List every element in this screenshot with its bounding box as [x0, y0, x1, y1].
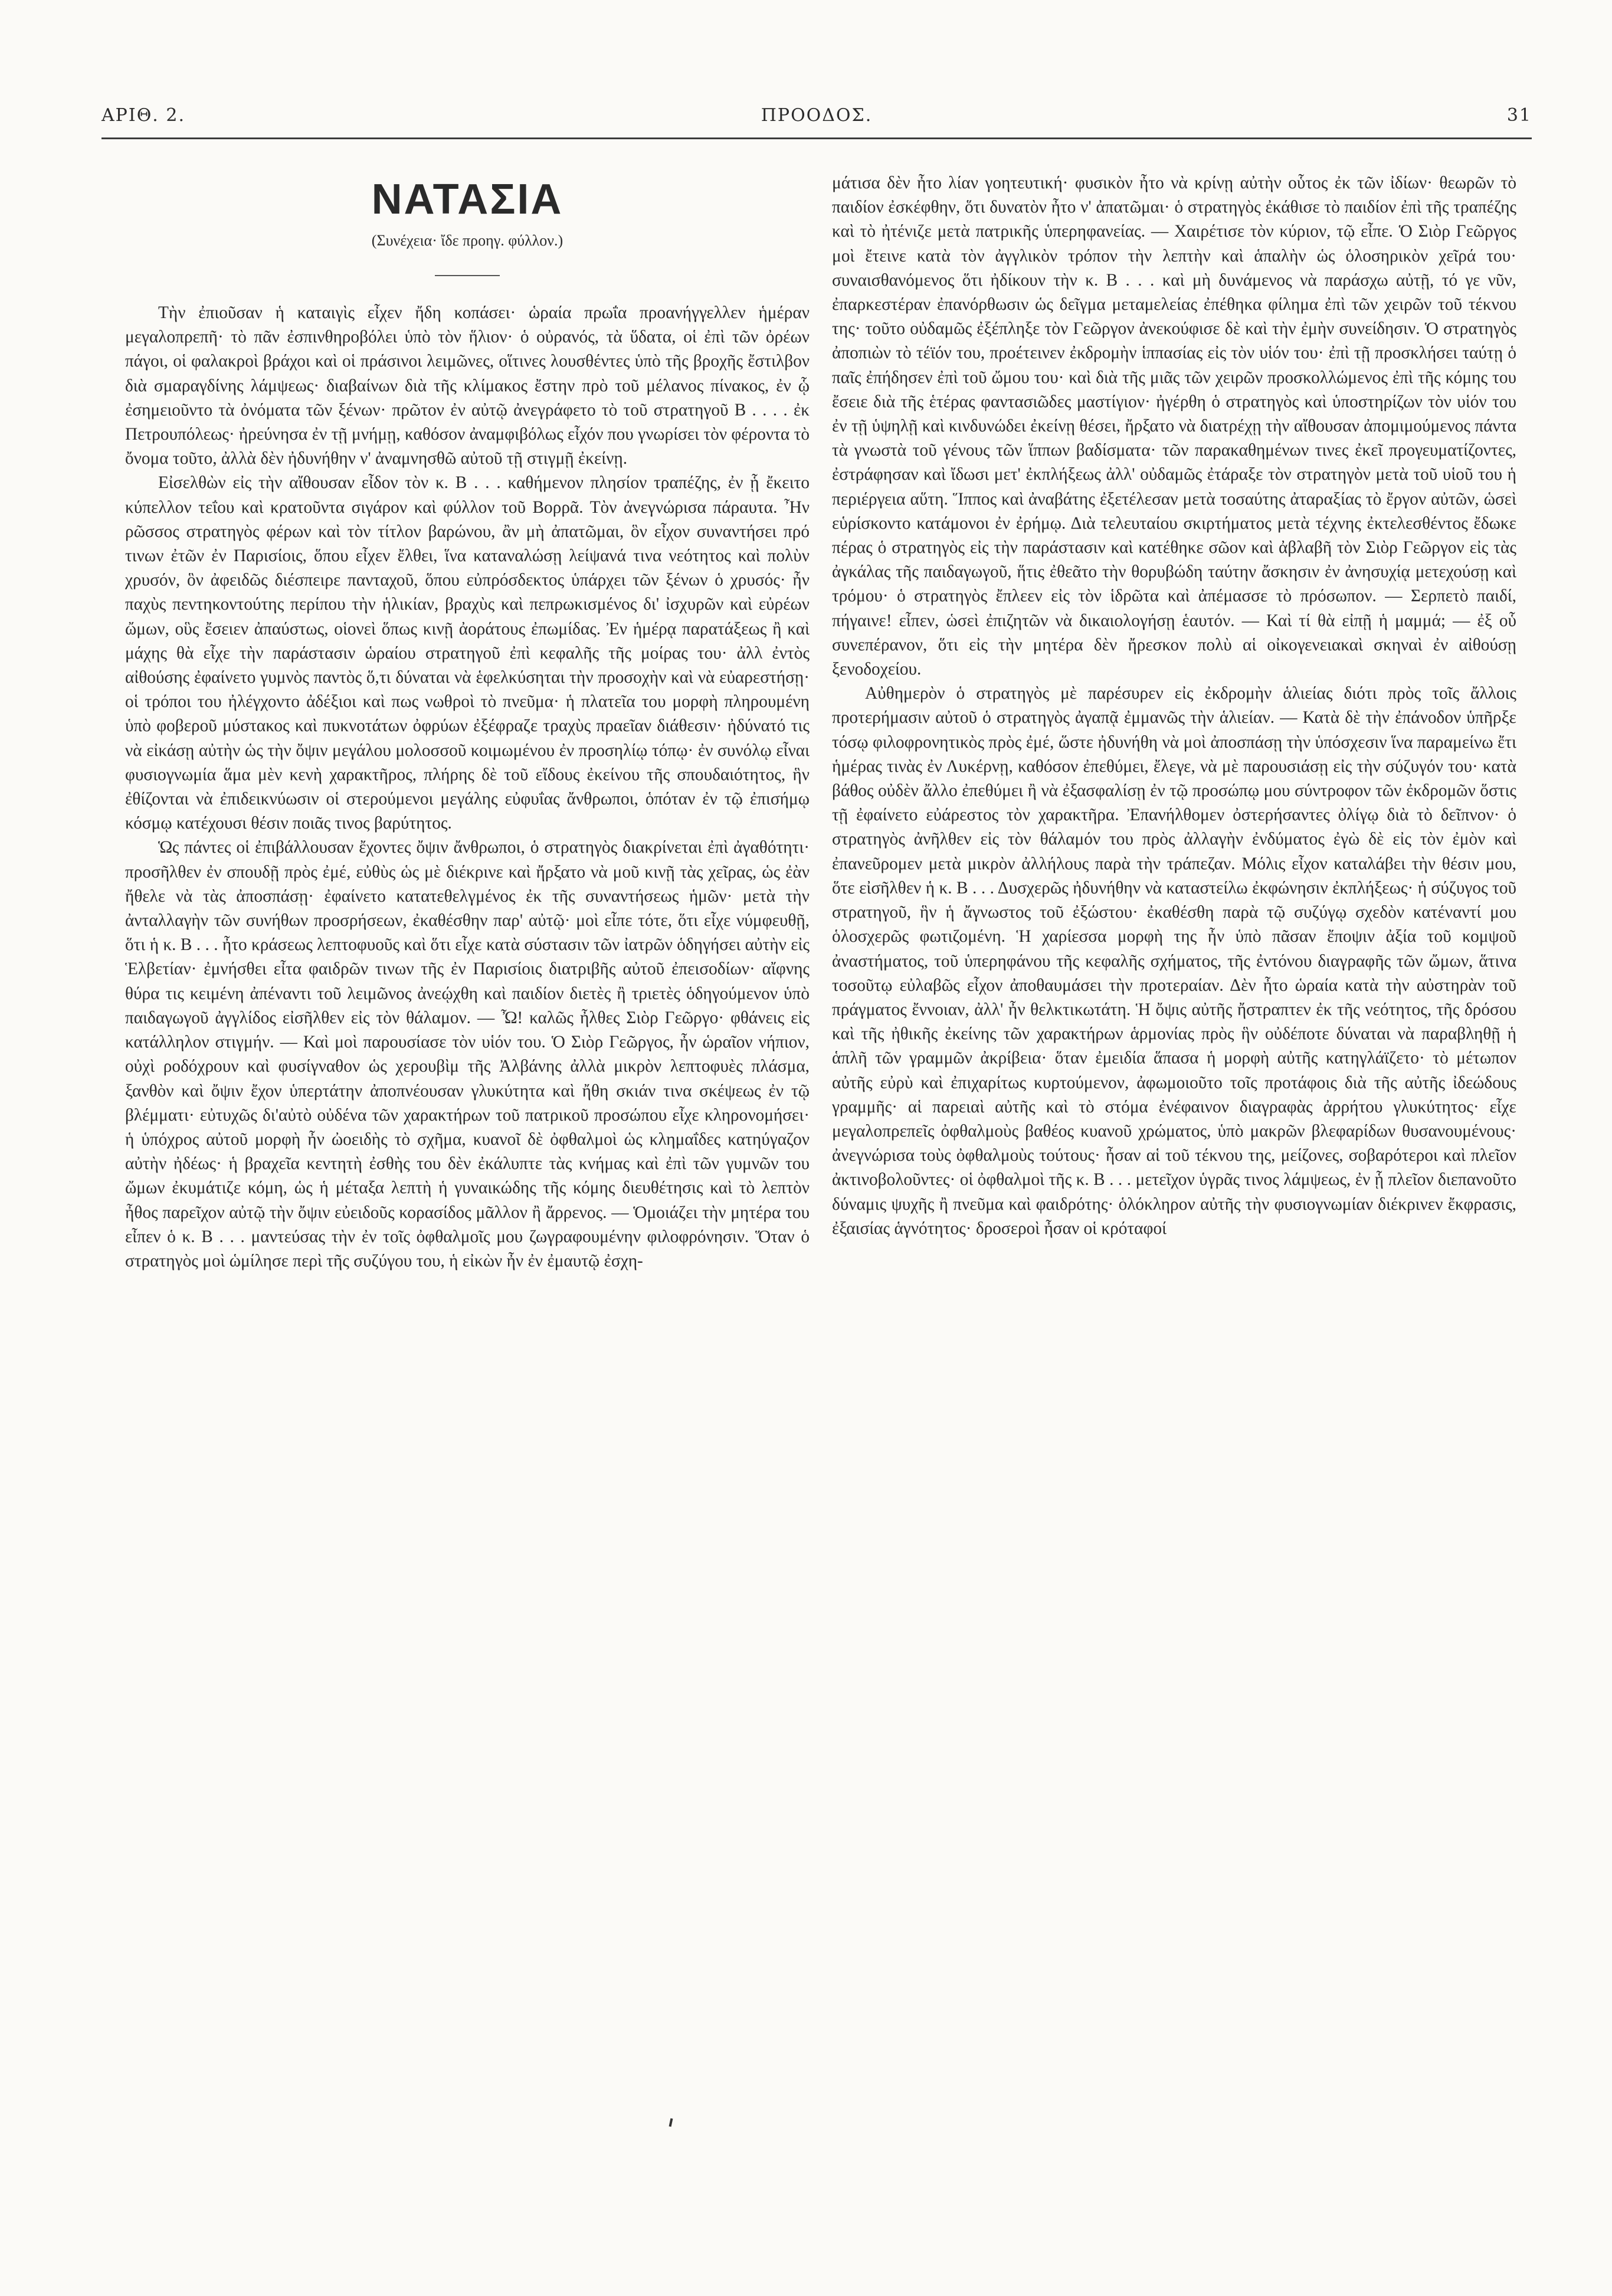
title-separator	[435, 275, 500, 276]
header-rule	[101, 137, 1532, 139]
paragraph: Ὡς πάντες οἱ ἐπιβάλλουσαν ἔχοντες ὄψιν ἄνθρωποι, ὁ στρατηγὸς διακρίνεται ἐπὶ ἀγαθότητι· προσῆλθεν ἐν σπουδῇ πρὸς ἐμέ, εὐθὺς ὡς μὲ διέκρινε καὶ ἤρξατο νὰ μοῦ κινῇ τὰς χεῖρας, ὡς ἐὰν ἤθελε νὰ τὰς ἀποσπάσῃ· ἐφαίνετο κατατεθελγμένος ἐκ τῆς συναντήσεως ἡμῶν· μετὰ τὴν ἀνταλλαγὴν τῶν συνήθων προσρήσεων, ἐκαθέσθην παρ' αὐτῷ· μοὶ εἶπε τότε, ὅτι εἶχε νύμφευθῇ, ὅτι ἡ κ. Β . . . ἦτο κράσεως λεπτοφυοῦς καὶ ὅτι εἶχε κατὰ σύστασιν τῶν ἰατρῶν ὁδηγήσει αὐτὴν εἰς Ἑλβετίαν· ἐμνήσθει εἶτα φαιδρῶν τινων τῆς ἐν Παρισίοις διατριβῆς αὐτοῦ ἐπεισοδίων· αἴφνης θύρα τις κειμένη ἀπέναντι τοῦ λειμῶνος ἀνεῴχθη καὶ παιδίον διετὲς ἢ τριετὲς ὁδηγούμενον ὑπὸ παιδαγωγοῦ ἀγγλίδος εἰσῆλθεν εἰς τὸν θάλαμον. — Ὦ! καλῶς ἦλθες Σιὸρ Γεῶργο· φθάνεις εἰς κατάλληλον στιγμήν. — Καὶ μοὶ παρουσίασε τὸν υἱόν του. Ὁ Σιὸρ Γεῶργος, ἦν ὡραῖον νήπιον, οὐχὶ ροδόχρουν καὶ φυσίγναθον ὡς χερουβὶμ τῆς Ἀλβάνης ἀλλὰ μικρὸν λεπτοφυὲς πλάσμα, ξανθὸν καὶ ὄψιν ἔχον ὑπερτάτην ἀποπνέουσαν γλυκύτητα καὶ ἤθη σκιάν τινα σκέψεως ἐν τῷ βλέμματι· εὐτυχῶς δι'αὐτὸ οὐδένα τῶν χαρακτήρων τοῦ πατρικοῦ προσώπου εἶχε κληρονομήσει· ἡ ὑπόχρος αὐτοῦ μορφὴ ἦν ὠοειδὴς τὸ σχῆμα, κυανοῖ δὲ ὀφθαλμοὶ ὡς κλημαΐδες κατηύγαζον αὐτὴν ἠδέως· ἡ βραχεῖα κεντητὴ ἐσθὴς του δὲν ἐκάλυπτε τὰς κνήμας καὶ ἐπὶ τῶν γυμνῶν του ὤμων ἐκυμάτιζε κόμη, ὡς ἡ μέταξα λεπτὴ ἡ γυναικώδης τῆς κόμης διευθέτησις καὶ τὸ λεπτὸν ἦθος παρεῖχον αὐτῷ τὴν ὄψιν εὐειδοῦς κορασίδος μᾶλλον ἢ ἄρρενος. — Ὁμοιάζει τὴν μητέρα του εἶπεν ὁ κ. Β . . . μαντεύσας τὴν ἐν τοῖς ὀφθαλμοῖς μου ζωγραφουμένην φιλοφρόνησιν. Ὅταν ὁ στρατηγὸς μοὶ ὡμίλησε περὶ τῆς συζύγου του, ἡ εἰκὼν ἦν ἐν ἐμαυτῷ ἐσχη-	[125, 838, 810, 1270]
right-column	[832, 171, 1516, 2219]
article-subtitle: (Συνέχεια· ἴδε προηγ. φύλλον.)	[371, 232, 563, 249]
issue-number: ΑΡΙΘ. 2.	[101, 105, 185, 126]
paragraph: Αὐθημερὸν ὁ στρατηγὸς μὲ παρέσυρεν εἰς ἐκδρομὴν ἁλιείας διότι πρὸς τοῖς ἄλλοις προτερήμασιν αὐτοῦ ὁ στρατηγὸς ἀγαπᾷ ἐμμανῶς τὴν ἁλιείαν. — Κατὰ δὲ τὴν ἐπάνοδον ὑπῆρξε τόσῳ φιλοφρονητικὸς πρὸς ἐμέ, ὥστε ἠδυνήθη νὰ μοὶ ἀποσπάσῃ τὴν ὑπόσχεσιν ἵνα παραμείνω ἔτι ἡμέρας τινὰς ἐν Λυκέρνῃ, καθόσον ἐπεθύμει, ἔλεγε, νὰ μὲ παρουσιάσῃ εἰς τὴν σύζυγόν του· κατὰ βάθος οὐδὲν ἄλλο ἐπεθύμει ἢ νὰ ἐξασφαλίσῃ ἐν τῷ προσώπῳ μου σύντροφον τῶν ἐκδρομῶν ὅστις τῇ ἐφαίνετο εὐάρεστος τὸν χαρακτῆρα. Ἐπανήλθομεν ὀστερήσαντες ὀλίγῳ διὰ τὸ δεῖπνον· ὁ στρατηγὸς ἀνῆλθεν εἰς τὸν θάλαμόν του πρὸς ἀλλαγὴν ἐνδύματος ἐγὼ δὲ εἰς τὸν ἐμὸν καὶ ἐπανεῦρομεν μετὰ μικρὸν ἀλλήλους παρὰ τὴν τράπεζαν. Μόλις εἶχον καταλάβει τὴν θέσιν μου, ὅτε εἰσῆλθεν ἡ κ. Β . . . Δυσχερῶς ἠδυνήθην νὰ καταστείλω ἐκφώνησιν ἐκπλήξεως· ἡ σύζυγος τοῦ στρατηγοῦ, ἣν ἡ ἄγνωστος τοῦ ἐξώστου· ἐκαθέσθη παρὰ τῷ συζύγῳ σχεδὸν κατέναντί μου ὁλοσχερῶς φωτιζομένη. Ἡ χαρίεσσα μορφὴ της ἦν ὑπὸ πᾶσαν ἔποψιν ἀξία τοῦ κομψοῦ ἀναστήματος, τοῦ ὑπερηφάνου τῆς κεφαλῆς σχήματος, τῆς ἐντόνου διαγραφῆς τῶν ὤμων, ἅτινα τοσοῦτῳ εὐλαβῶς εἶχον ἀποθαυμάσει τὴν προτεραίαν. Δὲν ἦτο ὡραία κατὰ τὴν αὐστηρὰν τοῦ πράγματος ἔννοιαν, ἀλλ' ἦν θελκτικωτάτη. Ἡ ὄψις αὐτῆς ἤστραπτεν ἐκ τῆς νεότητος, τῆς δρόσου καὶ τῆς ἠθικῆς ἐκείνης τῶν χαρακτήρων ἁρμονίας πρὸς ἣν οὐδέποτε δύναται νὰ παραβληθῇ ἡ ἁπλῆ τῶν γραμμῶν ἀκρίβεια· ὅταν ἐμειδία ἅπασα ἡ μορφὴ αὐτῆς κατηγλάϊζετο· τὸ μέτωπον αὐτῆς εὐρὺ καὶ ἐπιχαρίτως κυρτούμενον, ἀφωμοιοῦτο τοῖς προτάφοις διὰ τῆς αὐτῆς ἰδεώδους γραμμῆς· αἱ παρειαὶ αὐτῆς καὶ τὸ στόμα ἐνέφαινον διαγραφὰς ἀρρήτου γλυκύτητος· εἶχε μεγαλοπρεπεῖς ὀφθαλμοὺς βαθέος κυανοῦ χρώματος, ὑπὸ μακρῶν βλεφαρίδων θυσανουμένους· ἀνεγνώρισα τοὺς ὀφθαλμοὺς τούτους· ἦσαν αἱ τοῦ τέκνου της, μείζονες, σοβαρότεροι καὶ πλεῖον ἀκτινοβολοῦντες· οἱ ὀφθαλμοὶ τῆς κ. Β . . . μετεῖχον ὑγρᾶς τινος λάμψεως, ἐν ᾗ πλεῖον διεπανοῦτο δύναμις ψυχῆς ἢ πνεῦμα καὶ φαιδρότης· ὁλόκληρον αὐτῆς τὴν φυσιογνωμίαν διέκρινεν ἔκφρασις, ἐξαισίας ἁγνότητος· δροσεροὶ ἦσαν οἱ κρόταφοί	[832, 684, 1516, 1238]
journal-title: ΠΡΟΟΔΟΣ.	[761, 105, 873, 126]
article-title: ΝΑΤΑΣΙΑ	[371, 176, 563, 223]
page-header	[101, 105, 1532, 140]
paragraph: Τὴν ἐπιοῦσαν ἡ καταιγὶς εἶχεν ἤδη κοπάσει· ὡραία πρωΐα προανήγγελλεν ἡμέραν μεγαλοπρεπῆ· τὸ πᾶν ἐσπινθηροβόλει ὑπὸ τὸν ἥλιον· ὁ οὐρανός, τὰ ὕδατα, οἱ ἐπὶ τῶν ὀρέων πάγοι, οἱ φαλακροὶ βράχοι καὶ οἱ πράσινοι λειμῶνες, οἵτινες λουσθέντες ὑπὸ τῆς βροχῆς ἔστιλβον διὰ σμαραγδίνης λάμψεως· διαβαίνων διὰ τῆς κλίμακος ἔστην πρὸ τοῦ μέλανος πίνακος, ἐν ᾧ ἐσημειοῦντο τὰ ὀνόματα τῶν ξένων· πρῶτον ἐν αὐτῷ ἀνεγράφετο τὸ τοῦ στρατηγοῦ Β . . . . ἐκ Πετρουπόλεως· ἠρεύνησα ἐν τῇ μνήμῃ, καθόσον ἀναμφιβόλως εἶχόν που γνωρίσει τὸν φέροντα τὸ ὄνομα τοῦτο, ἀλλὰ δὲν ἠδυνήθην ν' ἀναμνησθῶ αὐτοῦ τῇ στιγμῇ ἐκείνῃ.	[125, 303, 810, 469]
page-number: 31	[1506, 105, 1532, 126]
paragraph-continued: μάτισα δὲν ἦτο λίαν γοητευτική· φυσικὸν ἦτο νὰ κρίνῃ αὐτὴν οὗτος ἐκ τῶν ἰδίων· θεωρῶν τὸ παιδίον ἐσκέφθην, ὅτι δυνατὸν ἦτο ν' ἀπατῶμαι· ὁ στρατηγὸς ἐκάθισε τὸ παιδίον ἐπὶ τῆς τραπέζης καὶ τὸ ἠτένιζε μετὰ πατρικῆς ὑπερηφανείας. — Χαιρέτισε τὸν κύριον, τῷ εἶπε. Ὁ Σιὸρ Γεῶργος μοὶ ἔτεινε κατὰ τὸν ἀγγλικὸν τρόπον τὴν λεπτὴν καὶ ἁπαλὴν ὡς ὁλοσηρικὸν χεῖρά του· συναισθανόμενος ὅτι ἠδίκουν τὴν κ. Β . . . καὶ μὴ δυνάμενος νὰ παράσχω αὐτῇ, τό γε νῦν, ἐπαρκεστέραν ἐπανόρθωσιν ὡς δεῖγμα μεταμελείας ἐπέθηκα φίλημα ἐπὶ τῶν χειρῶν τοῦ τέκνου της· τοῦτο οὐδαμῶς ἐξέπληξε τὸν Γεῶργον ἀνεκούφισε δὲ καὶ τὴν ἐμὴν συνείδησιν. Ὁ στρατηγὸς ἀποπιὼν τὸ τέϊόν του, προέτεινεν ἐκδρομὴν ἱππασίας εἰς τὸν υἱόν του· ἐπὶ τῇ προσκλήσει ταύτῃ ὁ παῖς ἐπήδησεν ἐπὶ τοῦ ὤμου του· καὶ διὰ τῆς μιᾶς τῶν χειρῶν προσκολλώμενος ἐπὶ τῆς κόμης του ἔσειε διὰ τῆς ἑτέρας φαντασιῶδες μαστίγιον· ἠγέρθη ὁ στρατηγὸς καὶ ὑποστηρίζων τὸν υἱόν του ἐν τῇ ὑψηλῇ καὶ κινδυνώδει ἐκείνῃ θέσει, ἤρξατο νὰ διατρέχῃ τὴν αἴθουσαν ἀπομιμούμενος πάντα τὰ γνωστὰ τοῦ γένους τῶν ἵππων βαδίσματα· τῶν παρακαθημένων τινες ἐκεῖ προγευματίζοντες, ἐστράφησαν καὶ ἴδωσι μετ' ἐκπλήξεως ἀλλ' οὐδαμῶς ἐτάραξε τὸν στρατηγὸν μετὰ τοῦ υἱοῦ του ἡ περιέργεια αὕτη. Ἵππος καὶ ἀναβάτης ἐξετέλεσαν μετὰ τοσαύτης ἀταραξίας τὸ ἔργον αὐτῶν, ὡσεὶ εὑρίσκοντο κατάμονοι ἐν ἐρήμῳ. Διὰ τελευταίου σκιρτήματος μετὰ τέχνης ἐκτελεσθέντος ἔδωκε πέρας ὁ στρατηγὸς εἰς τὴν παράστασιν καὶ κατέθηκε σῶον καὶ ἀβλαβῆ τὸν Σιὸρ Γεῶργον εἰς τὰς ἀγκάλας τῆς παιδαγωγοῦ, ἥτις ἐθεᾶτο τὴν θορυβώδη ταύτην ἄσκησιν ἐν ἀνησυχίᾳ μετεχούσῃ καὶ τρόμου· ὁ στρατηγὸς ἔπλεεν εἰς τὸν ἱδρῶτα καὶ ἀπέμασσε τὸ πρόσωπον. — Σερπετὸ παιδί, πήγαινε! εἶπεν, ὡσεὶ ἐπιζητῶν νὰ δικαιολογήσῃ ἑαυτόν. — Καὶ τί θὰ εἰπῇ ἡ μαμμά; — ἐξ οὗ συνεπέρανον, ὅτι εἰς τὴν μητέρα δὲν ἤρεσκον πολὺ αἱ οἰκογενειακαὶ σκηναὶ ἐν αἰθούσῃ ξενοδοχείου.	[832, 173, 1516, 679]
left-column	[125, 171, 810, 2219]
paragraph: Εἰσελθὼν εἰς τὴν αἴθουσαν εἶδον τὸν κ. Β . . . καθήμενον πλησίον τραπέζης, ἐν ᾗ ἔκειτο κύπελλον τεΐου καὶ κρατοῦντα σιγάρον καὶ φύλλον τοῦ Βορρᾶ. Τὸν ἀνεγνώρισα πάραυτα. Ἦν ρῶσσος στρατηγὸς φέρων καὶ τὸν τίτλον βαρώνου, ἂν μὴ ἀπατῶμαι, ὃν εἶχον συναντήσει πρό τινων ἐτῶν ἐν Παρισίοις, ὅπου εἶχεν ἔλθει, ἵνα καταναλώσῃ λείψανά τινα νεότητος καὶ πολὺν χρυσόν, ὃν ἀφειδῶς διέσπειρε πανταχοῦ, ὅπου εὐπρόσδεκτος ὑπάρχει τῶν ξένων ὁ χρυσός· ἦν παχὺς πεντηκοντούτης περίπου τὴν ἡλικίαν, βραχὺς καὶ πεπρωκισμένος δι' ἰσχυρῶν καὶ εὐρέων ὤμων, οὓς ἔσειεν ἀπαύστως, οἱονεὶ ὅπως κινῇ ἀοράτους ἐπωμίδας. Ἐν ἡμέρᾳ παρατάξεως ἢ καὶ μάχης θὰ εἶχε τὴν παράστασιν ὡραίου στρατηγοῦ ἐπὶ κεφαλῆς τῆς μοίρας του· ἀλλ ἐντὸς αἰθούσης ἐφαίνετο γυμνὸς παντὸς ὅ,τι δύναται νὰ ἑφελκύσηται τὴν προσοχὴν καὶ νὰ εὐαρεστήσῃ· οἱ τρόποι του ἠλέγχοντο ἀδέξιοι καὶ πως νωθροὶ τὸ πνεῦμα· ἡ πλατεῖα του μορφὴ πληρουμένη ὑπὸ φοβεροῦ μύστακος καὶ πυκνοτάτων ὀφρύων ἐξέφραζε τραχὺς πραεῖαν διάθεσιν· ἠδύνατό τις νὰ εἰκάσῃ αὐτὴν ὡς τὴν ὄψιν μεγάλου μολοσσοῦ κοιμωμένου ἐν προσηλίῳ τόπῳ· ἐν συνόλῳ εἶναι φυσιογνωμία ἅμα μὲν κενὴ χαρακτῆρος, πλήρης δὲ τοῦ εἴδους ἐκείνου τῆς σπουδαιότητος, ἣν ἐθίζονται νὰ ἐπιδεικνύωσιν οἱ στερούμενοι μεγάλης εὐφυΐας ἄνθρωποι, ὁπόταν ἐν τῷ ἐπισήμῳ κόσμῳ κατέχουσι θέσιν ποιᾶς τινος βαρύτητος.	[125, 473, 810, 833]
